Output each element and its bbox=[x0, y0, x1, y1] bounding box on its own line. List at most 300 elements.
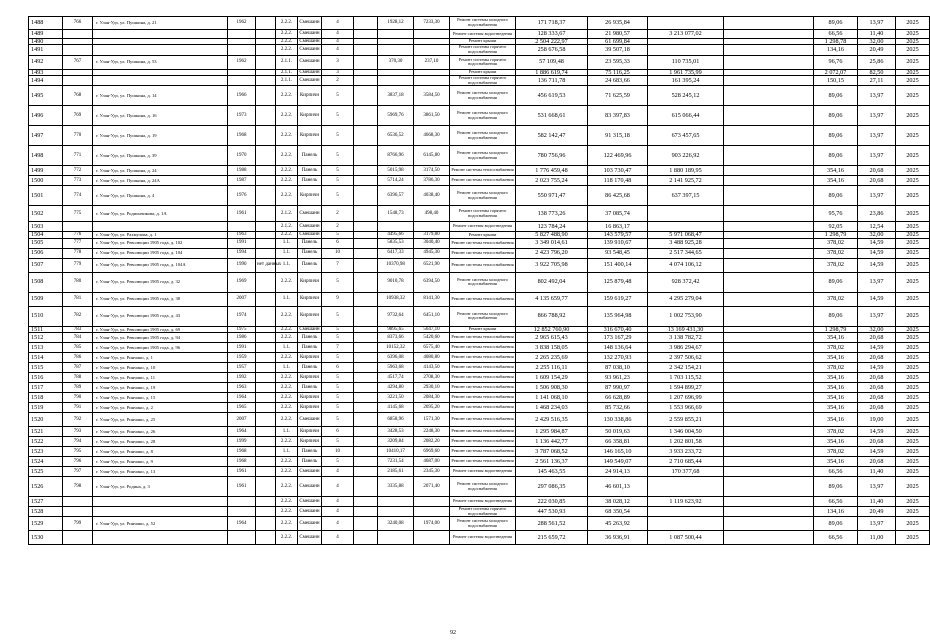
cost-cell: 1 506 908,30 bbox=[516, 383, 588, 393]
table-row bbox=[29, 146, 930, 166]
table-row bbox=[29, 403, 930, 413]
blank-cell bbox=[354, 467, 378, 477]
cost-control-cell: 83 397,83 bbox=[588, 106, 648, 126]
wall-material-cell: Кирпичн bbox=[298, 126, 322, 146]
year-note-cell bbox=[256, 343, 276, 353]
unit-cost-control-cell: 14,59 bbox=[858, 238, 896, 248]
blank2-cell bbox=[724, 457, 814, 467]
unit-cost-control-cell: 14,59 bbox=[858, 447, 896, 457]
total-area-cell: 6396,57 bbox=[378, 186, 414, 206]
unit-cost-control-cell: 82,50 bbox=[858, 69, 896, 75]
cost-control-cell: 316 670,40 bbox=[588, 326, 648, 332]
blank-cell bbox=[354, 292, 378, 306]
table-row bbox=[29, 86, 930, 106]
blank2-cell bbox=[724, 427, 814, 437]
year-plan-cell: 2025 bbox=[896, 166, 930, 176]
unit-cost-control-cell: 32,00 bbox=[858, 326, 896, 332]
total-area-cell: 3428,53 bbox=[378, 427, 414, 437]
year-built-cell: 1969 bbox=[228, 272, 256, 292]
cost-control-cell: 45 263,92 bbox=[588, 517, 648, 531]
wall-material-cell: Кирпичн bbox=[298, 353, 322, 363]
row-number-cell: 1501 bbox=[29, 186, 63, 206]
floors-cell: 5 bbox=[322, 333, 354, 343]
year-plan-cell: 2025 bbox=[896, 222, 930, 232]
row-number-cell: 1491 bbox=[29, 45, 63, 55]
table-row bbox=[29, 17, 930, 30]
category-cell: 1.1. bbox=[276, 363, 298, 373]
category-cell: 2.2.2. bbox=[276, 517, 298, 531]
floors-cell: 7 bbox=[322, 343, 354, 353]
unit-cost-control-cell: 20,68 bbox=[858, 373, 896, 383]
living-area-cell: 1974,00 bbox=[414, 517, 450, 531]
year-plan-cell: 2025 bbox=[896, 126, 930, 146]
cost-cell: 1 609 154,29 bbox=[516, 373, 588, 383]
year-plan-cell: 2025 bbox=[896, 447, 930, 457]
house-id-cell: 798 bbox=[63, 477, 93, 497]
total-area-cell: 10370,98 bbox=[378, 258, 414, 272]
blank-cell bbox=[354, 363, 378, 373]
category-cell: 2.2.2. bbox=[276, 166, 298, 176]
wall-material-cell: Смешанн bbox=[298, 531, 322, 545]
floors-cell: 4 bbox=[322, 507, 354, 517]
year-note-cell bbox=[256, 447, 276, 457]
table-row bbox=[29, 106, 930, 126]
year-note-cell bbox=[256, 17, 276, 30]
year-built-cell: 1962 bbox=[228, 17, 256, 30]
living-area-cell bbox=[414, 507, 450, 517]
year-plan-cell: 2025 bbox=[896, 427, 930, 437]
unit-cost-control-cell: 20,68 bbox=[858, 457, 896, 467]
address-cell: г. Улан-Удэ, ул. Пушкина, д. 4 bbox=[93, 186, 228, 206]
wall-material-cell: Смешанн bbox=[299, 326, 320, 332]
cost-cell: 1 468 234,03 bbox=[516, 403, 588, 413]
wall-material-cell: Смешанн bbox=[298, 30, 322, 39]
address-cell: г. Улан-Удэ, ул. Пушкина, д. 39 bbox=[93, 146, 228, 166]
blank2-cell bbox=[724, 363, 814, 373]
cost-cell: 3 838 158,05 bbox=[516, 343, 588, 353]
year-built-cell: 1962 bbox=[228, 55, 256, 69]
year-plan-cell: 2025 bbox=[896, 272, 930, 292]
house-id-cell: 778 bbox=[63, 248, 93, 258]
blank2-cell bbox=[724, 106, 814, 126]
blank-cell bbox=[354, 272, 378, 292]
year-note-cell bbox=[256, 531, 276, 545]
unit-cost-control-cell: 14,59 bbox=[858, 363, 896, 373]
table-row bbox=[29, 248, 930, 258]
total-area-cell: 6396,08 bbox=[378, 353, 414, 363]
category-cell: 2.2.2. bbox=[276, 383, 298, 393]
address-cell: г. Улан-Удэ, ул. Пушкина, д. 16 bbox=[93, 106, 228, 126]
floors-cell: 5 bbox=[322, 413, 354, 427]
floors-cell: 5 bbox=[322, 272, 354, 292]
category-cell: 2.2.2. bbox=[276, 373, 298, 383]
unit-cost-control-cell: 20,49 bbox=[858, 45, 896, 55]
address-cell: г. Улан-Удэ, ул. Ринчино, д. 19 bbox=[93, 383, 228, 393]
house-total-cell bbox=[648, 517, 724, 531]
living-area-cell: 3179,80 bbox=[414, 232, 450, 238]
wall-material-cell: Панель bbox=[298, 333, 322, 343]
house-id-cell: 776 bbox=[63, 232, 93, 238]
address-cell: г. Улан-Удэ, ул. Революции 1905 года, д. 43 bbox=[93, 306, 228, 326]
unit-cost-cell: 2 072,07 bbox=[814, 69, 858, 75]
wall-material-cell: Смешанн bbox=[298, 55, 322, 69]
living-area-cell: 2345,30 bbox=[414, 467, 450, 477]
year-note-cell bbox=[256, 30, 276, 39]
cost-control-cell: 132 270,93 bbox=[588, 353, 648, 363]
table-row bbox=[29, 477, 930, 497]
unit-cost-cell: 354,16 bbox=[814, 393, 858, 403]
year-note-cell bbox=[256, 238, 276, 248]
unit-cost-control-cell: 13,97 bbox=[858, 272, 896, 292]
unit-cost-control-cell: 25,86 bbox=[858, 55, 896, 69]
cost-control-cell: 159 619,27 bbox=[588, 292, 648, 306]
address-cell: г. Улан-Удэ, ул. Ринчино, д. 8 bbox=[93, 447, 228, 457]
total-area-cell: 9010,78 bbox=[378, 272, 414, 292]
row-number-cell: 1513 bbox=[29, 343, 63, 353]
cost-control-cell: 130 338,86 bbox=[588, 413, 648, 427]
year-note-cell bbox=[256, 146, 276, 166]
wall-material-cell: Панель bbox=[298, 258, 322, 272]
address-cell bbox=[93, 507, 228, 517]
floors-cell: 5 bbox=[322, 437, 354, 447]
year-built-cell bbox=[228, 30, 256, 39]
address-cell: г. Улан-Удэ, ул. Революции 1905 года, д. 104А bbox=[93, 258, 228, 272]
table-row bbox=[29, 176, 930, 186]
year-built-cell bbox=[228, 507, 256, 517]
blank-cell bbox=[354, 497, 378, 507]
wall-material-cell: Панель bbox=[298, 447, 322, 457]
category-cell: 2.2.2. bbox=[276, 126, 298, 146]
table-row bbox=[29, 292, 930, 306]
house-total-cell: 2 710 685,44 bbox=[648, 457, 724, 467]
category-cell: 2.2.2. bbox=[276, 106, 298, 126]
blank-cell bbox=[354, 86, 378, 106]
year-built-cell: 1988 bbox=[228, 166, 256, 176]
house-id-cell: 767 bbox=[63, 55, 93, 69]
category-cell: 2.2.2. bbox=[276, 306, 298, 326]
cost-cell: 171 718,37 bbox=[516, 17, 588, 30]
work-type-cell: Ремонт системы теплоснабжения bbox=[450, 403, 516, 413]
row-number-cell: 1516 bbox=[29, 373, 63, 383]
year-plan-cell: 2025 bbox=[896, 292, 930, 306]
capital-repair-register-table bbox=[28, 16, 930, 545]
total-area-cell: 3240,08 bbox=[378, 517, 414, 531]
unit-cost-control-cell: 13,97 bbox=[858, 146, 896, 166]
row-number-cell: 1522 bbox=[29, 437, 63, 447]
year-note-cell bbox=[256, 306, 276, 326]
work-type-cell: Ремонт системы водоотведения bbox=[450, 222, 516, 232]
table-row bbox=[29, 76, 930, 86]
row-number-cell: 1529 bbox=[29, 517, 63, 531]
blank-cell bbox=[354, 45, 378, 55]
unit-cost-control-cell: 20,68 bbox=[858, 437, 896, 447]
blank-cell bbox=[354, 17, 378, 30]
cost-control-cell: 85 732,66 bbox=[588, 403, 648, 413]
address-cell bbox=[93, 30, 228, 39]
floors-cell: 4 bbox=[322, 30, 354, 39]
cost-control-cell: 149 549,07 bbox=[588, 457, 648, 467]
address-cell: г. Улан-Удэ, ул. Пушкина, д. 21 bbox=[93, 17, 228, 30]
cost-control-cell: 148 136,64 bbox=[588, 343, 648, 353]
year-plan-cell: 2025 bbox=[896, 467, 930, 477]
category-cell: 2.1.1. bbox=[276, 69, 298, 75]
year-note-cell bbox=[256, 507, 276, 517]
cost-control-cell: 86 425,68 bbox=[588, 186, 648, 206]
blank-cell bbox=[354, 258, 378, 272]
living-area-cell: 2071,40 bbox=[414, 477, 450, 497]
total-area-cell: 4145,68 bbox=[378, 403, 414, 413]
year-built-cell: 1968 bbox=[228, 126, 256, 146]
row-number-cell: 1498 bbox=[29, 146, 63, 166]
address-cell: г. Улан-Удэ, ул. Революции 1905 года, д. 38 bbox=[93, 292, 228, 306]
house-total-cell bbox=[648, 17, 724, 30]
year-plan-cell: 2025 bbox=[896, 248, 930, 258]
year-note-cell bbox=[256, 45, 276, 55]
blank-cell bbox=[354, 166, 378, 176]
blank-cell bbox=[354, 447, 378, 457]
address-cell: г. Улан-Удэ, ул. Ринчино, д. 26 bbox=[93, 427, 228, 437]
unit-cost-control-cell: 20,68 bbox=[858, 403, 896, 413]
year-built-cell: 1968 bbox=[228, 447, 256, 457]
wall-material-cell: Смешанн bbox=[298, 222, 322, 232]
table-row bbox=[29, 457, 930, 467]
address-cell: г. Улан-Удэ, ул. Революции 1905 года, д. 69 bbox=[93, 326, 228, 332]
year-built-cell bbox=[228, 531, 256, 545]
floors-cell: 4 bbox=[322, 45, 354, 55]
work-type-cell: Ремонт системы теплоснабжения bbox=[450, 373, 516, 383]
table-row bbox=[29, 258, 930, 272]
work-type-cell: Ремонт системы холодного водоснабжения bbox=[450, 17, 516, 30]
house-id-cell: 785 bbox=[63, 343, 93, 353]
total-area-cell bbox=[378, 45, 414, 55]
year-built-cell: 1999 bbox=[228, 437, 256, 447]
cost-control-cell: 135 964,98 bbox=[588, 306, 648, 326]
house-id-cell: 793 bbox=[63, 427, 93, 437]
category-cell: 2.2.2. bbox=[276, 86, 298, 106]
address-cell bbox=[93, 497, 228, 507]
cost-control-cell: 139 910,67 bbox=[588, 238, 648, 248]
wall-material-cell: Панель bbox=[298, 343, 322, 353]
house-total-cell: 3 213 077,02 bbox=[648, 30, 724, 39]
blank2-cell bbox=[724, 222, 814, 232]
work-type-cell: Ремонт системы теплоснабжения bbox=[450, 363, 516, 373]
blank2-cell bbox=[724, 186, 814, 206]
year-note-cell bbox=[256, 292, 276, 306]
unit-cost-cell: 378,02 bbox=[814, 238, 858, 248]
work-type-cell: Ремонт системы водоотведения bbox=[450, 531, 516, 545]
table-row bbox=[29, 531, 930, 545]
table-row bbox=[29, 393, 930, 403]
cost-cell: 1 136 442,77 bbox=[516, 437, 588, 447]
cost-cell: 288 561,52 bbox=[516, 517, 588, 531]
table-row bbox=[29, 206, 930, 222]
year-plan-cell: 2025 bbox=[896, 206, 930, 222]
unit-cost-cell: 378,02 bbox=[814, 292, 858, 306]
living-area-cell: 6575,40 bbox=[414, 343, 450, 353]
year-built-cell: 1963 bbox=[228, 232, 256, 238]
living-area-cell bbox=[414, 222, 450, 232]
floors-cell: 5 bbox=[322, 403, 354, 413]
house-id-cell: 794 bbox=[63, 437, 93, 447]
work-type-cell: Ремонт системы горячего водоснабжения bbox=[450, 76, 516, 86]
house-id-cell bbox=[63, 507, 93, 517]
unit-cost-cell: 1 298,78 bbox=[814, 39, 858, 45]
unit-cost-cell: 354,16 bbox=[814, 413, 858, 427]
year-built-cell: 1991 bbox=[228, 238, 256, 248]
category-cell: 1.1. bbox=[276, 447, 298, 457]
floors-cell: 4 bbox=[322, 17, 354, 30]
year-note-cell bbox=[256, 457, 276, 467]
row-number-cell: 1523 bbox=[29, 447, 63, 457]
house-total-cell: 1 119 623,92 bbox=[648, 497, 724, 507]
unit-cost-control-cell: 13,97 bbox=[858, 86, 896, 106]
total-area-cell: 1548,73 bbox=[378, 206, 414, 222]
cost-cell: 5 827 488,90 bbox=[516, 232, 588, 238]
house-id-cell bbox=[63, 76, 93, 86]
wall-material-cell: Кирпичн bbox=[298, 186, 322, 206]
living-area-cell: 2084,30 bbox=[414, 393, 450, 403]
blank-cell bbox=[354, 238, 378, 248]
unit-cost-cell: 1 298,79 bbox=[814, 326, 858, 332]
living-area-cell bbox=[414, 497, 450, 507]
work-type-cell: Ремонт системы теплоснабжения bbox=[450, 437, 516, 447]
address-cell bbox=[93, 531, 228, 545]
house-total-cell: 615 066,44 bbox=[648, 106, 724, 126]
blank-cell bbox=[354, 353, 378, 363]
year-note-cell bbox=[256, 176, 276, 186]
year-note-cell bbox=[256, 353, 276, 363]
row-number-cell: 1509 bbox=[29, 292, 63, 306]
year-built-cell: 1975 bbox=[228, 326, 256, 332]
year-plan-cell: 2025 bbox=[896, 69, 930, 75]
category-cell: 2.2.2. bbox=[276, 497, 298, 507]
work-type-cell: Ремонт системы холодного водоснабжения bbox=[450, 126, 516, 146]
work-type-cell: Ремонт системы теплоснабжения bbox=[450, 413, 516, 427]
year-plan-cell: 2025 bbox=[896, 457, 930, 467]
house-total-cell: 1 346 004,50 bbox=[648, 427, 724, 437]
work-type-cell: Ремонт системы теплоснабжения bbox=[450, 248, 516, 258]
house-total-cell: 1 703 115,52 bbox=[648, 373, 724, 383]
cost-control-cell: 24 683,66 bbox=[588, 76, 648, 86]
house-id-cell: 789 bbox=[63, 383, 93, 393]
floors-cell: 5 bbox=[322, 383, 354, 393]
unit-cost-cell: 150,15 bbox=[814, 76, 858, 86]
house-total-cell: 4 295 279,04 bbox=[648, 292, 724, 306]
house-total-cell: 1 961 735,99 bbox=[648, 69, 724, 75]
unit-cost-cell: 378,02 bbox=[814, 447, 858, 457]
blank2-cell bbox=[724, 333, 814, 343]
unit-cost-control-cell: 23,86 bbox=[858, 206, 896, 222]
unit-cost-cell: 66,56 bbox=[814, 30, 858, 39]
year-plan-cell: 2025 bbox=[896, 531, 930, 545]
year-note-cell bbox=[256, 373, 276, 383]
blank2-cell bbox=[724, 343, 814, 353]
year-plan-cell: 2025 bbox=[896, 146, 930, 166]
year-note-cell bbox=[256, 86, 276, 106]
blank2-cell bbox=[724, 373, 814, 383]
cost-cell: 1 295 984,87 bbox=[516, 427, 588, 437]
unit-cost-control-cell: 11,40 bbox=[858, 497, 896, 507]
cost-control-cell: 66 358,81 bbox=[588, 437, 648, 447]
row-number-cell: 1508 bbox=[29, 272, 63, 292]
blank2-cell bbox=[724, 497, 814, 507]
cost-control-cell: 122 469,96 bbox=[588, 146, 648, 166]
house-total-cell: 3 933 233,72 bbox=[648, 447, 724, 457]
year-plan-cell: 2025 bbox=[896, 45, 930, 55]
blank2-cell bbox=[724, 272, 814, 292]
year-built-cell bbox=[228, 76, 256, 86]
work-type-cell: Ремонт системы теплоснабжения bbox=[450, 166, 516, 176]
wall-material-cell: Смешанн bbox=[299, 232, 320, 238]
house-total-cell: 928 372,42 bbox=[648, 272, 724, 292]
house-total-cell: 528 245,12 bbox=[648, 86, 724, 106]
work-type-cell: Ремонт системы теплоснабжения bbox=[450, 238, 516, 248]
year-built-cell: 1994 bbox=[228, 248, 256, 258]
category-cell: 2.2.2. bbox=[276, 176, 298, 186]
category-cell: 2.2.2. bbox=[276, 45, 298, 55]
floors-cell: 5 bbox=[322, 393, 354, 403]
unit-cost-cell: 66,56 bbox=[814, 497, 858, 507]
house-total-cell: 13 169 431,30 bbox=[648, 326, 724, 332]
category-cell: 2.1.1. bbox=[276, 55, 298, 69]
cost-cell: 123 784,24 bbox=[516, 222, 588, 232]
house-total-cell: 110 735,01 bbox=[648, 55, 724, 69]
work-type-cell: Ремонт системы холодного водоснабжения bbox=[450, 146, 516, 166]
work-type-cell: Ремонт системы теплоснабжения bbox=[450, 258, 516, 272]
year-plan-cell: 2025 bbox=[896, 17, 930, 30]
cost-control-cell: 146 165,10 bbox=[588, 447, 648, 457]
category-cell: 2.2.2. bbox=[276, 30, 298, 39]
work-type-cell: Ремонт системы горячего водоснабжения bbox=[450, 55, 516, 69]
address-cell bbox=[93, 45, 228, 55]
category-cell: 2.2.2. bbox=[276, 333, 298, 343]
house-total-cell: 673 457,65 bbox=[648, 126, 724, 146]
cost-cell: 57 109,48 bbox=[516, 55, 588, 69]
cost-cell: 802 492,04 bbox=[516, 272, 588, 292]
work-type-cell: Ремонт системы холодного водоснабжения bbox=[450, 272, 516, 292]
living-area-cell: 2248,30 bbox=[414, 427, 450, 437]
category-cell: 2.2.2. bbox=[276, 507, 298, 517]
unit-cost-cell: 89,06 bbox=[814, 517, 858, 531]
cost-control-cell: 61 699,84 bbox=[588, 39, 648, 45]
house-id-cell: 790 bbox=[63, 393, 93, 403]
cost-control-cell: 23 595,33 bbox=[588, 55, 648, 69]
blank2-cell bbox=[724, 176, 814, 186]
blank2-cell bbox=[724, 477, 814, 497]
house-id-cell: 795 bbox=[63, 447, 93, 457]
unit-cost-control-cell: 20,68 bbox=[858, 353, 896, 363]
house-total-cell: 2 141 925,72 bbox=[648, 176, 724, 186]
row-number-cell: 1507 bbox=[29, 258, 63, 272]
house-total-cell: 1 594 899,27 bbox=[648, 383, 724, 393]
total-area-cell: 6417,33 bbox=[378, 248, 414, 258]
work-type-cell: Ремонт системы водоотведения bbox=[450, 467, 516, 477]
blank-cell bbox=[354, 393, 378, 403]
address-cell: г. Улан-Удэ, ул. Пушкина, д. 14 bbox=[93, 86, 228, 106]
address-cell bbox=[93, 222, 228, 232]
row-number-cell: 1521 bbox=[29, 427, 63, 437]
unit-cost-control-cell: 32,00 bbox=[858, 39, 896, 45]
address-cell: г. Улан-Удэ, ул. Рахмулова, д. 1 bbox=[93, 232, 228, 238]
year-plan-cell: 2025 bbox=[896, 383, 930, 393]
house-id-cell: 773 bbox=[63, 176, 93, 186]
house-id-cell bbox=[63, 497, 93, 507]
total-area-cell: 4495,66 bbox=[378, 232, 414, 238]
unit-cost-control-cell: 32,00 bbox=[858, 232, 896, 238]
row-number-cell: 1525 bbox=[29, 467, 63, 477]
table-row bbox=[29, 363, 930, 373]
total-area-cell: 1928,12 bbox=[378, 17, 414, 30]
